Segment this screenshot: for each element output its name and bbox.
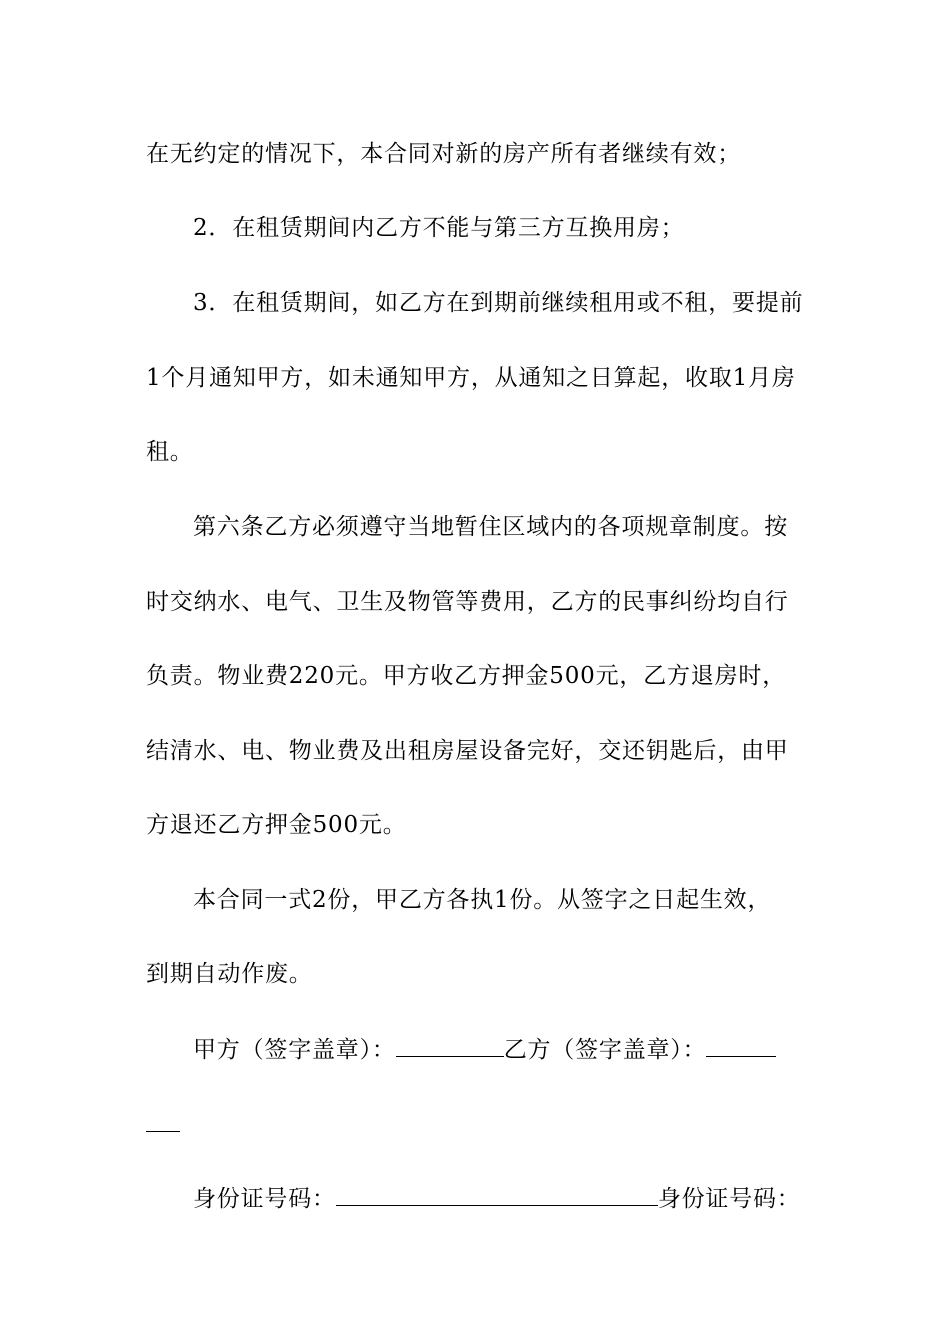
party-a-id-blank [336, 1183, 658, 1206]
paragraph-line: 3．在租赁期间，如乙方在到期前继续租用或不租，要提前 [193, 290, 804, 316]
paragraph-line: 时交纳水、电气、卫生及物管等费用，乙方的民事纠纷均自行 [146, 589, 789, 615]
party-a-signature-blank [396, 1034, 504, 1057]
paragraph-line: 到期自动作废。 [146, 961, 313, 987]
paragraph-line: 1个月通知甲方，如未通知甲方，从通知之日算起，收取1月房 [146, 365, 796, 391]
id-number-row [193, 1183, 801, 1214]
party-b-signature-label: 乙方（签字盖章）： [503, 1037, 707, 1063]
paragraph-line: 租。 [146, 439, 194, 465]
paragraph-line: 第六条乙方必须遵守当地暂住区域内的各项规章制度。按 [193, 514, 788, 540]
party-b-signature-blank [706, 1034, 776, 1057]
party-b-id-label: 身份证号码： [657, 1186, 801, 1212]
signature-blank-continuation [146, 1131, 180, 1132]
party-a-id-label: 身份证号码： [193, 1186, 336, 1212]
paragraph-line: 在无约定的情况下，本合同对新的房产所有者继续有效； [146, 141, 741, 167]
paragraph-line: 本合同一式2份，甲乙方各执1份。从签字之日起生效， [193, 887, 772, 913]
party-a-signature-label: 甲方（签字盖章）： [193, 1037, 396, 1063]
signature-row [193, 1034, 776, 1065]
paragraph-line: 方退还乙方押金500元。 [146, 812, 407, 838]
paragraph-line: 2．在租赁期间内乙方不能与第三方互换用房； [193, 215, 685, 241]
paragraph-line: 结清水、电、物业费及出租房屋设备完好，交还钥匙后，由甲 [146, 738, 789, 764]
paragraph-line: 负责。物业费220元。甲方收乙方押金500元，乙方退房时， [146, 663, 786, 689]
